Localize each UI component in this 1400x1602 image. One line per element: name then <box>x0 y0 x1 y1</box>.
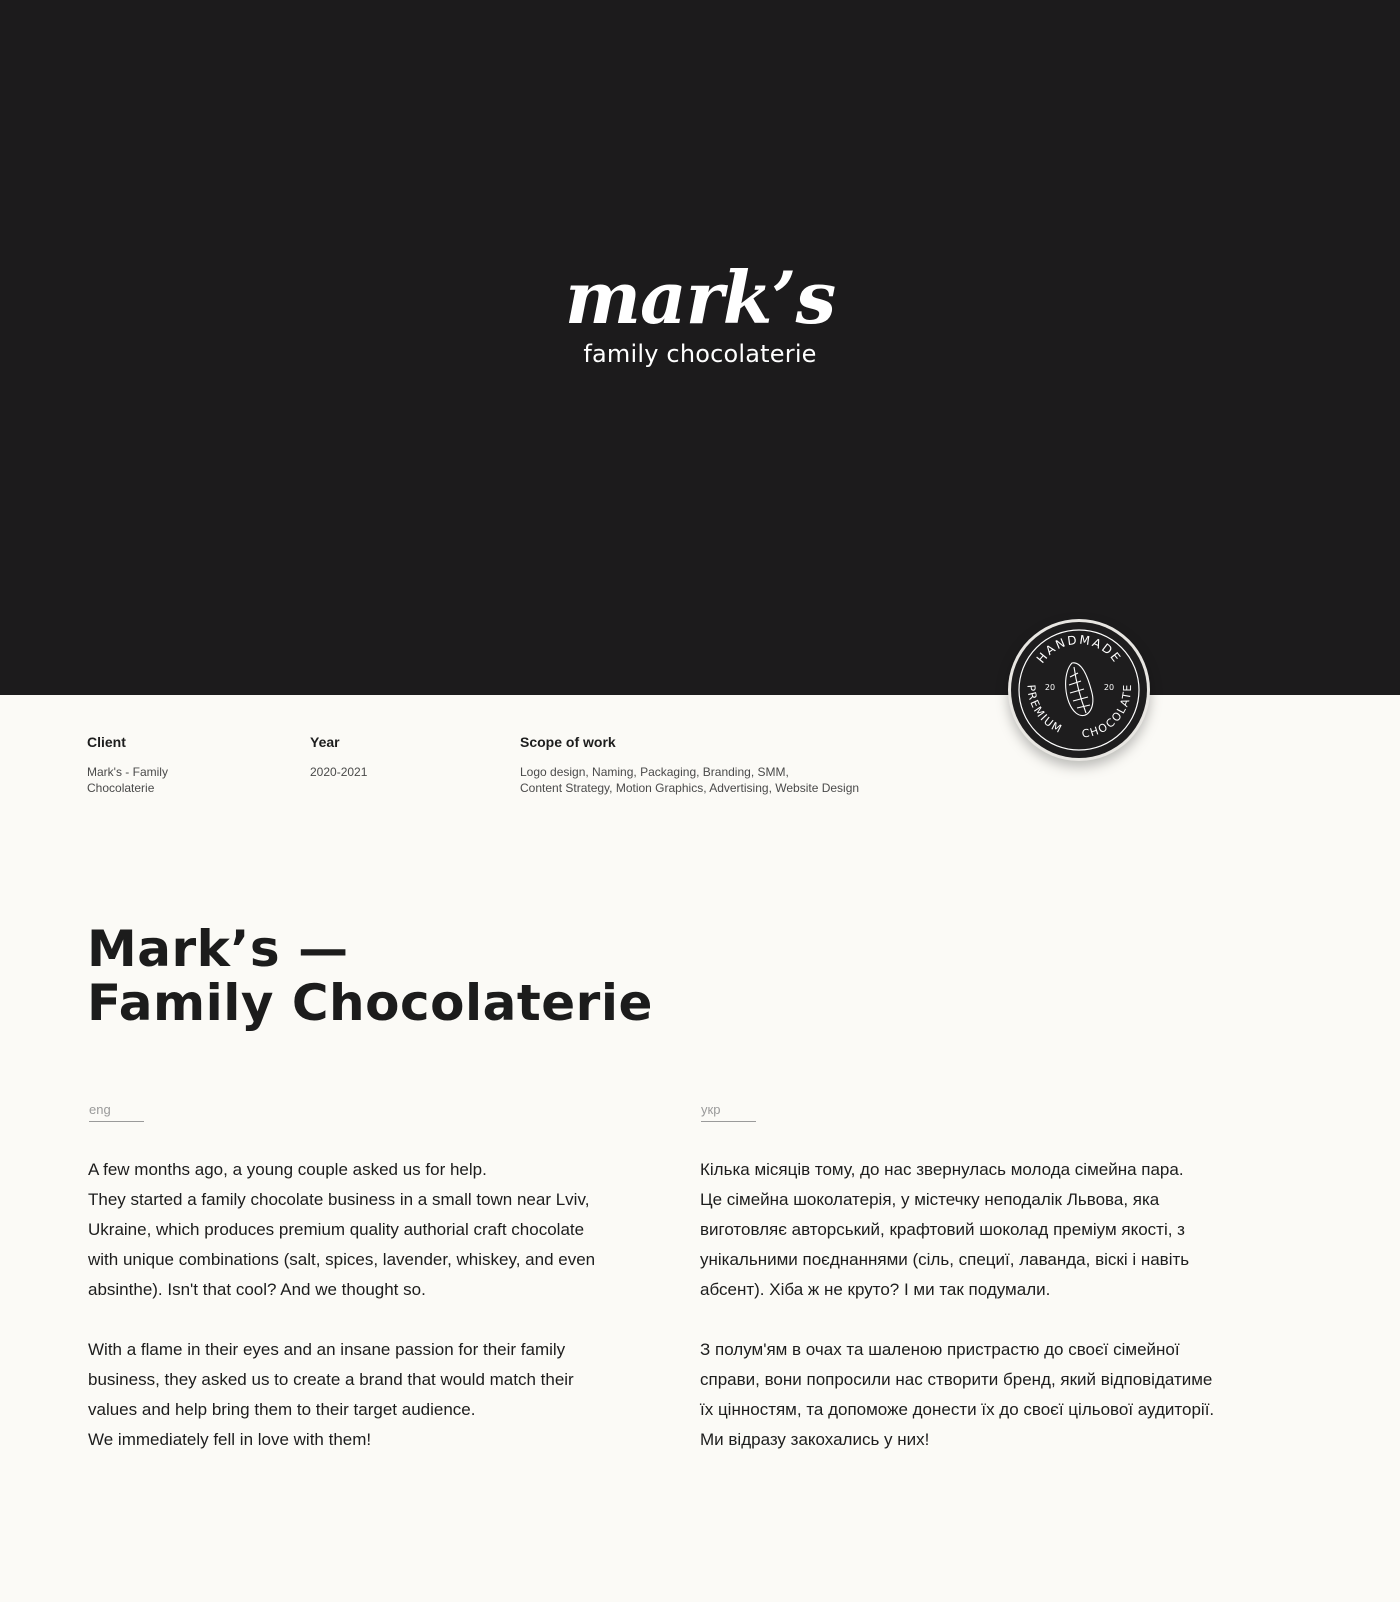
scope-label: Scope of work <box>520 734 616 750</box>
description-ukr <box>700 1155 1300 1485</box>
handmade-seal-icon <box>1006 617 1152 763</box>
title-line-1: Mark’s — <box>87 920 349 978</box>
title-line-2: Family Chocolaterie <box>87 974 653 1032</box>
year-value: 2020-2021 <box>310 765 368 779</box>
ukr-paragraph-1: Кілька місяців тому, до нас звернулась молода сімейна пара. Це сімейна шоколатерія, у містечку неподалік Львова, яка виготовляє авторський, крафтовий шоколад преміум якості, з унікальними поєднаннями (сіль, специї, лаванда, віскі і навіть абсент). Хіба ж не круто? І ми так подумали. <box>700 1160 1190 1299</box>
client-value: Mark's - Family Chocolaterie <box>87 765 168 795</box>
hero-banner <box>0 0 1400 695</box>
seal-left-text: PREMIUM <box>1024 684 1065 737</box>
seal-top-text: HANDMADE <box>1033 632 1125 666</box>
eng-paragraph-1: A few months ago, a young couple asked us for help. They started a family chocolate business in a small town near Lviv, Ukraine, which produces premium quality authorial craft chocolate with unique combinations (salt, spices, lavender, whiskey, and even absinthe). Isn't that cool? And we thought so. <box>88 1160 596 1299</box>
lang-label-ukr: укр <box>701 1102 756 1122</box>
page-title <box>87 922 653 1030</box>
client-label: Client <box>87 734 126 750</box>
eng-paragraph-2: With a flame in their eyes and an insane passion for their family business, they asked us to create a brand that would match their values and help bring them to their target audience. We immediately fell in love with them! <box>88 1340 574 1449</box>
lang-label-eng: eng <box>89 1102 144 1122</box>
seal-year-left: 20 <box>1044 683 1056 692</box>
description-eng <box>88 1155 678 1485</box>
ukr-paragraph-2: З полум'ям в очах та шаленою пристрастю до своєї сімейної справи, вони попросили нас створити бренд, який відповідатиме їх цінностям, та допоможе донести їх до своєї цільової аудиторії. Ми відразу закохались у них! <box>700 1340 1215 1449</box>
logo-wordmark: mark’s <box>564 255 836 340</box>
scope-value: Logo design, Naming, Packaging, Branding, SMM, Content Strategy, Motion Graphics, Advertising, Website Design <box>520 765 860 795</box>
seal-right-text: CHOCOLATE <box>1081 683 1135 741</box>
year-label: Year <box>310 734 340 750</box>
brand-logo <box>0 255 1400 368</box>
logo-tagline: family chocolaterie <box>583 340 817 368</box>
seal-year-right: 20 <box>1103 683 1115 692</box>
